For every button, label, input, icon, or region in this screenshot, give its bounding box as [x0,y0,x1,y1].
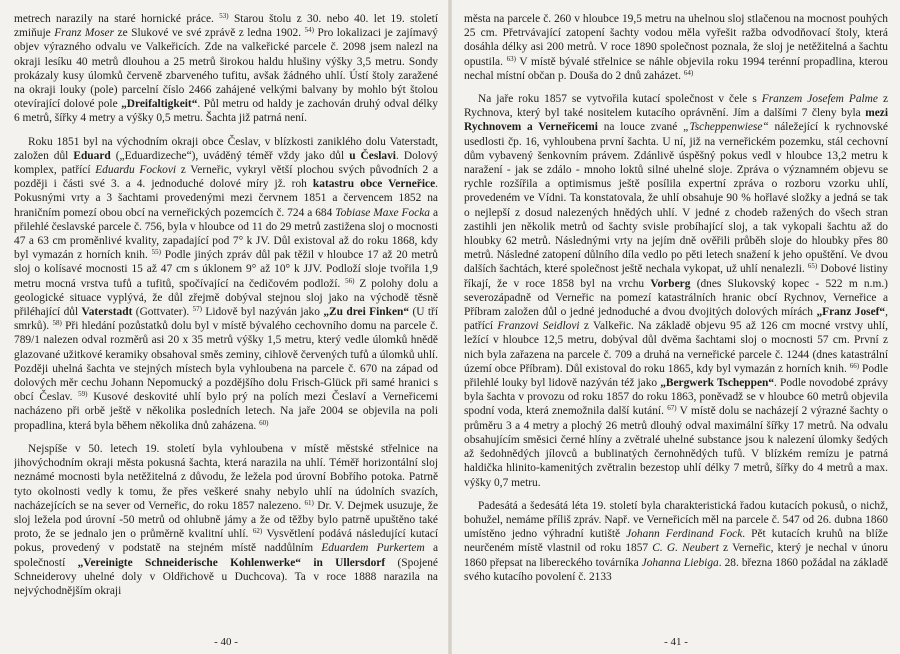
paragraph: Padesátá a šedesátá léta 19. století byla charakteristická řadou kutacích pokusů, o nichž, bohužel, nemáme příliš zpráv. Např. ve Verneřicích měl na parcele č. 547 od 26. dubna 1860 umístěno jedno výhradní kutiště Johann Ferdinand Fock. Pět kutacích kruhů na blíže neurčeném místě vlastnil od roku 1857 C. G. Neubert z Verneřic, který je nechal v únoru 1860 přepsat na libereckého továrníka Johanna Liebiga. 28. března 1860 požádal na základě svého kutacího povolení č. 2133 [464,499,888,583]
paragraph: města na parcele č. 260 v hloubce 19,5 metru na uhelnou sloj stlačenou na mocnost pouhých 25 cm. Přetrvávající zatopení šachty vodou měla vyřešit ražba odvodňovací štoly, která dosáhla délky asi 200 metrů. V roce 1890 společnost poznala, že sloj je netěžitelná a šachtu opustila. $^{63)}$ V místě bývalé střelnice se náhle objevila roku 1994 terénní propadlina, kterou nechal místní občan p. Douša do 2 dnů zaházet. $^{64)}$ [464,13,888,82]
paragraph: Roku 1851 byl na východním okraji obce Česlav, v blízkosti zaniklého dolu Vaterstadt, založen důl Eduard („Eduardizeche“), uváděný téměř vždy jako důl u Česlavi. Dolový komplex, patřící Eduardu Fockovi z Verneřic, vykryl větší plochou svých původních 2 a později i části své 3. a 4. jednoduché dolové míry jž. roh katastru obce Verneřice. Pokusnými vrty a 3 šachtami provedenými mezi červnem 1851 a červencem 1852 na hraničním pomezí obou obcí na verneřických pozemcích č. 724 a 684 Tobiase Maxe Focka a přilehlé česlavské parcele č. 756, byla v hloubce od 11 do 29 metrů zastižena sloj o mocnosti 47 a 63 cm proměnlivé kvality, zapadající pod 7° k JV. Důl existoval až do roku 1868, kdy byl vymazán z horních knih. $^{55)}$ Podle jiných zpráv důl pak těžil v hloubce 17 až 20 metrů sloj o kolísavé mocnosti 15 až 47 cm s úklonem 9° až 10° k JJV. Podloží sloje tvořila 1,9 metru mocná vrstva tufů a tufitů, spočívající na čedičovém podloží. $^{56)}$ Z polohy dolu a geologické situace vyplývá, že důl zřejmě dobýval stejnou sloj jako na východě těsně přiléhající důl Vaterstadt (Gottvater). $^{57)}$ Lidově byl nazýván jako „Zu drei Finken“ (U tří smrků). $^{58)}$ Při hledání pozůstatků dolu byl v místě bývalého cechovního domu na parcele č. 789/1 nalezen odval rozměrů asi 20 x 35 metrů výšky 1,5 metru, který vedle úlomků hnědě glazované užitkové keramiky obsahoval směs zeminy, cihlově červených tufů a úlomků uhlí. Později uhelná šachta ve stejných místech byla vyhloubena na parcele č. 670 na západ od dolových měr cechu Johann Nepomucký a pozdějšího dolu Frisch-Glück při samé hranici s obcí Česlav. $^{59)}$ Kusové deskovité uhlí bylo prý na polích mezi Česlaví a Verneřicemi nacházeno při orbě ještě v několika posledních letech. Na jaře 2004 se objevila na poli propadlina, která byla během několika dnů zaházena. $^{60)}$ [14,135,438,432]
book-gutter [448,0,452,654]
paragraph: Nejspíše v 50. letech 19. století byla vyhloubena v místě městské střelnice na jihovýchodním okraji města pokusná šachta, která narazila na uhlí. Téměř horizontální sloj neznámé mocnosti byla netěžitelná z důvodu, že ležela pod úrovní Bobřího potoka. Patrně tyto okolnosti vedly k tomu, že přes veškeré snahy nebylo uhlí na údolních svazích, nacházejících se na sever od Verneřic, do roku 1857 nalezeno. $^{61)}$ Dr. V. Dejmek usuzuje, že sloj ležela pod úrovní -50 metrů od ohlubně jámy a že od těžby bylo patrně upuštěno také proto, že se jednalo jen o průměrně kvalitní uhlí. $^{62)}$ Vysvětlení podává následující kutací pokus, provedený v podstatě na stejném místě naddůlním Eduardem Purkertem a společností „Vereinigte Schneiderische Kohlenwerke“ in Ullersdorf (Spojené Schneiderovy uhelné doly v Oldřichově u Duchcova). Ta v roce 1888 narazila na nejvýchodnějším okraji [14,442,438,597]
page-right [464,12,888,630]
page-number-right: - 41 - [664,636,688,648]
page-number-left: - 40 - [214,636,238,648]
paragraph: metrech narazily na staré hornické práce. $^{53)}$ Starou štolu z 30. nebo 40. let 19. století zmiňuje Franz Moser ze Slukové ve své zprávě z ledna 1902. $^{54)}$ Pro lokalizaci je zajímavý objev výrazného odvalu ve Valkeřicích. Zde na valkeřické parcele č. 2098 jsem nalezl na okraji lesíku 40 metrů dlouhou a 25 metrů širokou haldu hlušiny výšky 3,5 metru. Sondy prokázaly kusy úlomků červeně zbarveného tufitu, avšak žádného uhlí. Ústí štoly zaražené na okraji louky (pole) parcelní číslo 2466 zahájené velkými balvany by mohlo být štolou otevírající dolové pole „Dreifaltigkeit“. Půl metru od haldy je zachován druhý odval délky 6 metrů, šířky 4 metry a výšky 0,5 metru. Šachta již patrná není. [14,12,438,125]
page-left [14,12,438,630]
paragraph: Na jaře roku 1857 se vytvořila kutací společnost v čele s Franzem Josefem Palme z Rychnova, který byl také nositelem kutacího oprávnění. Jím a dalšími 7 členy byla mezi Rychnovem a Verneřicemi na louce zvané „Tscheppenwiese“ náležející k rychnovské usedlosti čp. 16, vyhloubena první šachta. U ní, již na verneřickém pozemku, stál cechovní dům vybavený šenkovním právem. Zdánlivě úspěšný pokus vedl v hloubce 13,2 metru k naražení - jak se zdálo - mnoho loktů silné uhelné sloje. Zpráva o významném objevu se rychle rozšířila a optimismus ještě posílila expertní zpráva o rozboru vzorku uhlí, provedeném ve Vídni. Ta konstatovala, že uhlí obsahuje 90 % hořlavé složky a jedná se tak o nejlepší z dosud nalezených hnědých uhlí. V jedné z chodeb ražených do všech stran zastihli jen několik metrů od šachty svisle probíhající sloj, a tak vykopali šachtu až do hloubky 62 metrů. Následnými vrty na jejím dně ověřili průběh sloje do hloubky přes 80 metrů. Následné zatopení důlního díla vedlo po pěti letech snažení k jeho opuštění. Ve dvou dalších šachtách, které společnost ještě nechala vykopat, už uhlí nenalezli. $^{65)}$ Dobové listiny říkají, že v roce 1858 byl na vrchu Vorberg (dnes Slukovský kopec - 522 m n.m.) severozápadně od Verneřic na pomezí katastrálních hranic obcí Rychnov, Verneřice a Příbram založen důl o jedné jednoduché a dvou dvojitých dolových mírách „Franz Josef“, patřící Franzovi Seidlovi z Valkeřic. Na základě objevu 95 až 126 cm mocné vrstvy uhlí, ležící v hloubce 12,5 metru, dobýval důl dvěma šachtami sloj o mocnosti 57 cm. První z nich byla zařazena na parcele č. 709 a druhá na verneřické parcele č. 1244 (dnes katastrální území obce Příbram). Důl existoval do roku 1865, kdy byl vymazán z horních knih. $^{66)}$ Podle přilehlé louky byl lidově nazýván též jako „Bergwerk Tscheppen“. Podle novodobé zprávy byla šachta v provozu od roku 1857 do roku 1863, poněvadž se v hloubce 60 metrů objevila spodní voda, která znemožnila další kutání. $^{67)}$ V místě dolu se nacházejí 2 výrazné šachty o průměru 3 a 4 metry a plochý 26 metrů dlouhý odval maximální šířky 17 metrů. Na odvalu obsahujícím směsici černé hlíny a zvětralé uhelné substance jsou k nalezení úlomky šedých až šedohnědých jílovců a bublinatých černohnědých tufů. V blízkém remízu je patrná haldička hlinito-kamenitých zvětralin bezestop uhlí délky 7 metrů, šířky do 4 metrů a max. výšky 0,7 metru. [464,93,888,489]
